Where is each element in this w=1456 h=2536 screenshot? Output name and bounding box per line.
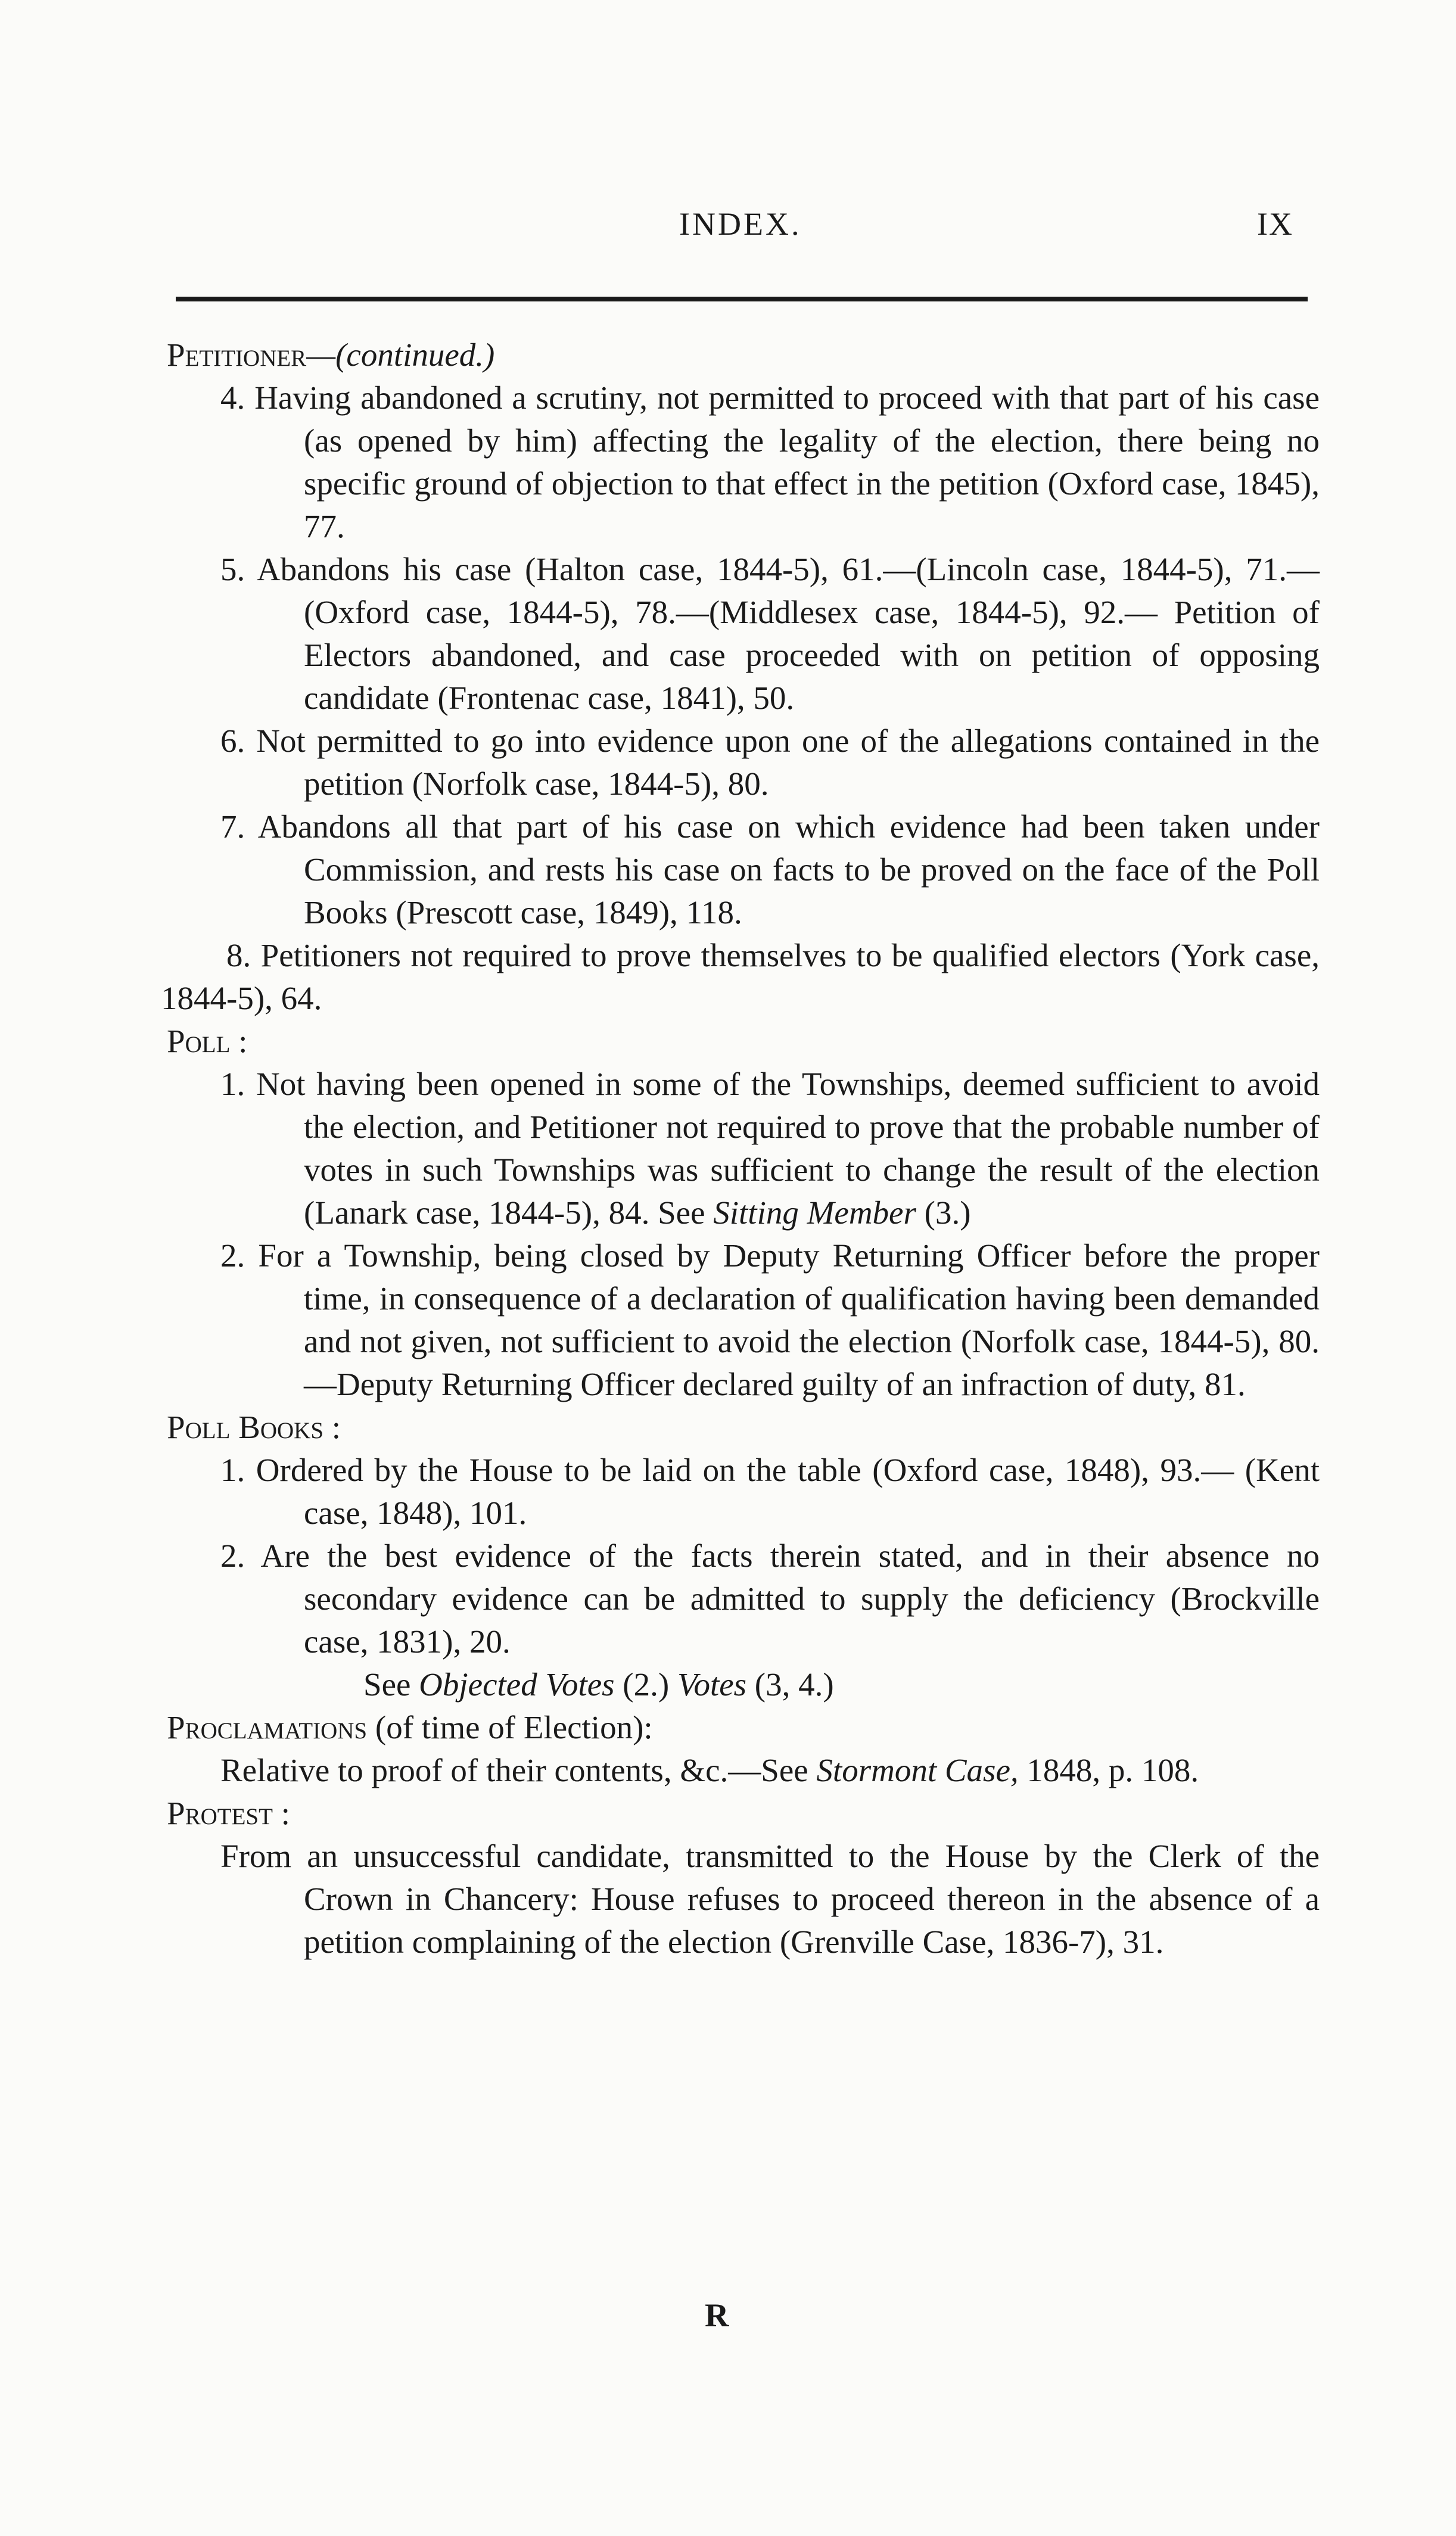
poll-item-1-text: 1. Not having been opened in some of the Townships, deemed sufficient to avoid the election, and Petitioner not required to prove that the probable number of votes in such Townships was sufficient to change the result of the election (Lanark case, 1844-5), 84. See: [220, 1066, 1320, 1231]
section-heading-proclamations: [161, 1706, 1320, 1749]
see-end: (3, 4.): [746, 1666, 834, 1703]
see-prefix: See: [363, 1666, 419, 1703]
page-title: INDEX.: [679, 206, 802, 242]
poll-item-2: 2. For a Township, being closed by Deputy Returning Officer before the proper time, in consequence of a declaration of qualification having been demanded and not given, not sufficient to avoid the election (Norfolk case, 1844-5), 80.—Deputy Returning Officer declared guilty of an infraction of duty, 81.: [220, 1237, 1320, 1402]
proclamations-prefix: Relative to proof of their contents, &c.—See: [220, 1752, 817, 1788]
section-heading-petitioner: [161, 334, 1320, 376]
poll-books-item-1: 1. Ordered by the House to be laid on the table (Oxford case, 1848), 93.— (Kent case, 1848), 101.: [220, 1452, 1320, 1531]
poll-books-item-2: 2. Are the best evidence of the facts therein stated, and in their absence no secondary evidence can be admitted to supply the deficiency (Brockville case, 1831), 20.: [220, 1538, 1320, 1660]
poll-item-1-ref: Sitting Member: [713, 1194, 916, 1231]
petitioner-item-5: 5. Abandons his case (Halton case, 1844-5), 61.—(Lincoln case, 1844-5), 71.—(Oxford case, 1844-5), 78.—(Middlesex case, 1844-5), 92.— Petition of Electors abandoned, and case proceeded with on petition of opposing candidate (Frontenac case, 1841), 50.: [220, 551, 1320, 716]
heading-proclamations: Proclamations: [167, 1709, 368, 1745]
see-mid: (2.): [614, 1666, 677, 1703]
poll-item-1: [161, 1063, 1320, 1234]
index-body: [161, 334, 1320, 1964]
page-number: IX: [1257, 206, 1293, 242]
petitioner-item-6: 6. Not permitted to go into evidence upon one of the allegations contained in the petition (Norfolk case, 1844-5), 80.: [220, 723, 1320, 802]
see-objected-votes: Objected Votes: [419, 1666, 615, 1703]
protest-text: From an unsuccessful candidate, transmitted to the House by the Clerk of the Crown in Chancery: House refuses to proceed thereon in the absence of a petition complaining of the election (Grenville Case, 1836-7), 31.: [220, 1838, 1320, 1960]
heading-poll: Poll :: [167, 1023, 248, 1059]
proclamations-ref: Stormont Case,: [816, 1752, 1019, 1788]
heading-continued: —(continued.): [306, 337, 495, 373]
petitioner-item-8: 8. Petitioners not required to prove themselves to be qualified electors (York case, 1844-5), 64.: [161, 937, 1320, 1016]
poll-item-1-end: (3.): [916, 1194, 971, 1231]
see-votes: Votes: [677, 1666, 747, 1703]
heading-proclamations-tail: (of time of Election):: [367, 1709, 653, 1745]
proclamations-text: [161, 1749, 1320, 1792]
heading-petitioner: Petitioner: [167, 337, 307, 373]
petitioner-item-7: 7. Abandons all that part of his case on which evidence had been taken under Commission, and rests his case on facts to be proved on the face of the Poll Books (Prescott case, 1849), 118.: [220, 808, 1320, 931]
petitioner-item-4: 4. Having abandoned a scrutiny, not permitted to proceed with that part of his case (as opened by him) affecting the legality of the election, there being no specific ground of objection to that effect in the petition (Oxford case, 1845), 77.: [220, 379, 1320, 544]
proclamations-end: 1848, p. 108.: [1018, 1752, 1199, 1788]
signature-mark: R: [705, 2297, 729, 2334]
heading-poll-books: Poll Books :: [167, 1409, 341, 1445]
header-rule: [176, 297, 1308, 301]
poll-books-see-also: [363, 1663, 1320, 1706]
heading-protest: Protest :: [167, 1795, 290, 1831]
